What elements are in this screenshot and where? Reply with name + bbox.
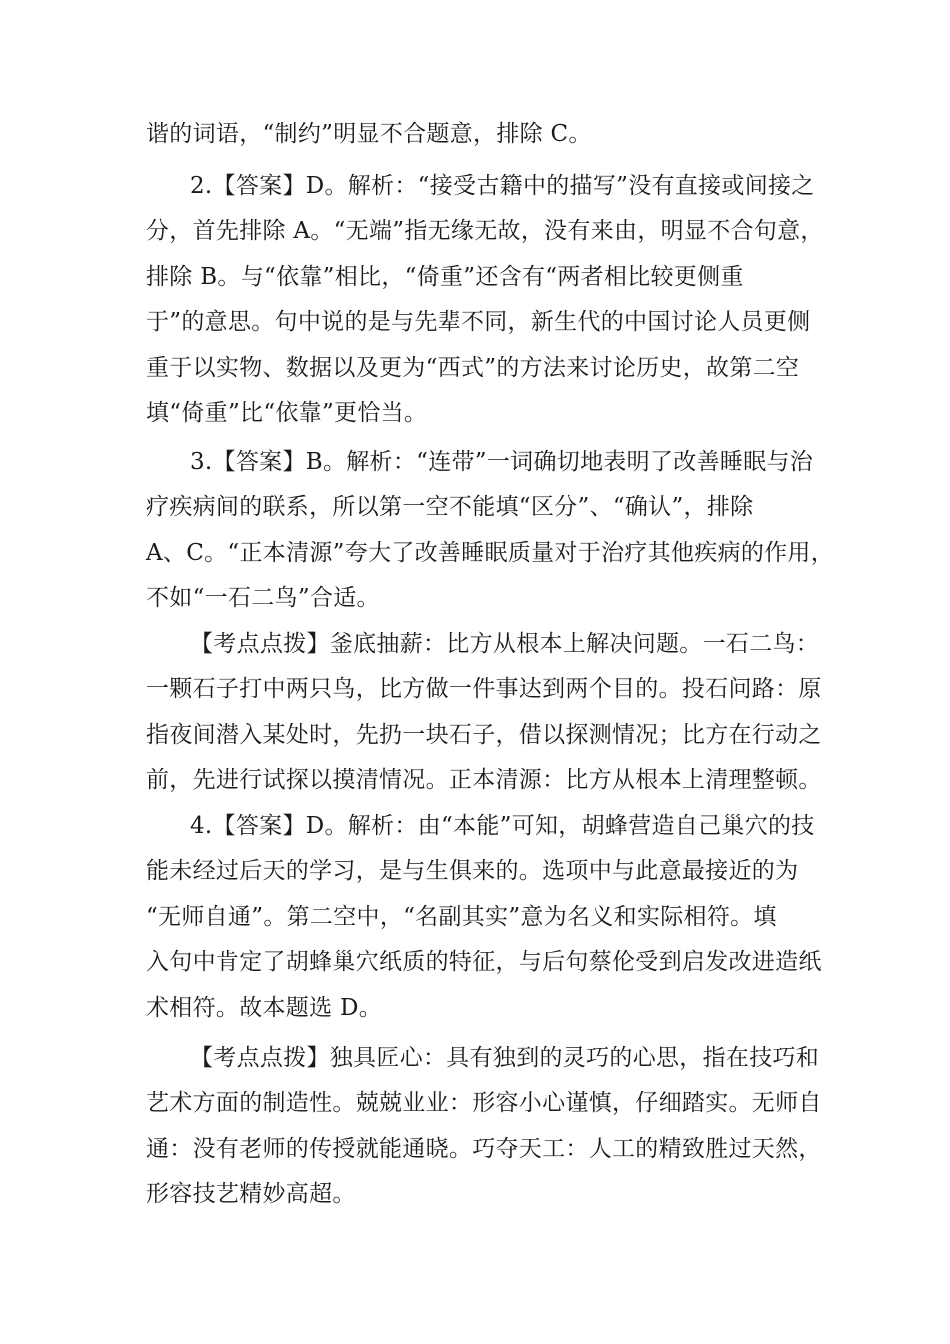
key-point-4-line: 【考点点拨】独具匠心：具有独到的灵巧的心思，指在技巧和 [190, 1045, 820, 1071]
answer-3-line: 3.【答案】B。解析：“连带”一词确切地表明了改善睡眠与治 [190, 449, 814, 475]
text-line: 形容技艺精妙高超。 [146, 1181, 356, 1207]
text-line: 通：没有老师的传授就能通晓。巧夺天工：人工的精致胜过天然， [146, 1136, 822, 1162]
key-point-3-line: 【考点点拨】釜底抽薪：比方从根本上解决问题。一石二鸟： [190, 631, 820, 657]
text-line: 填“倚重”比“依靠”更恰当。 [146, 400, 428, 426]
text-line: 谐的词语，“制约”明显不合题意，排除 C。 [146, 121, 592, 147]
text-line: 术相符。故本题选 D。 [146, 995, 383, 1021]
text-line: “无师自通”。第二空中，“名副其实”意为名义和实际相符。填 [146, 904, 777, 930]
text-line: 一颗石子打中两只鸟，比方做一件事达到两个目的。投石问路：原 [146, 676, 822, 702]
text-line: 艺术方面的制造性。兢兢业业：形容小心谨慎，仔细踏实。无师自 [146, 1090, 822, 1116]
text-line: 于”的意思。句中说的是与先辈不同，新生代的中国讨论人员更侧 [146, 309, 811, 335]
answer-2-line: 2.【答案】D。解析：“接受古籍中的描写”没有直接或间接之 [190, 173, 815, 199]
text-line: 能未经过后天的学习，是与生俱来的。选项中与此意最接近的为 [146, 858, 799, 884]
text-line: 指夜间潜入某处时，先扔一块石子，借以探测情况；比方在行动之 [146, 722, 822, 748]
text-line: 入句中肯定了胡蜂巢穴纸质的特征，与后句蔡伦受到启发改进造纸 [146, 949, 822, 975]
text-line: 疗疾病间的联系，所以第一空不能填“区分”、“确认”，排除 [146, 494, 754, 520]
answer-4-line: 4.【答案】D。解析：由“本能”可知，胡蜂营造自己巢穴的技 [190, 813, 815, 839]
text-line: A、C。“正本清源”夸大了改善睡眠质量对于治疗其他疾病的作用， [146, 540, 835, 566]
text-line: 不如“一石二鸟”合适。 [146, 585, 380, 611]
text-line: 排除 B。与“依靠”相比，“倚重”还含有“两者相比较更侧重 [146, 264, 744, 290]
text-line: 重于以实物、数据以及更为“西式”的方法来讨论历史，故第二空 [146, 355, 800, 381]
text-line: 前，先进行试探以摸清情况。正本清源：比方从根本上清理整顿。 [146, 767, 822, 793]
text-line: 分，首先排除 A。“无端”指无缘无故，没有来由，明显不合句意， [146, 218, 824, 244]
